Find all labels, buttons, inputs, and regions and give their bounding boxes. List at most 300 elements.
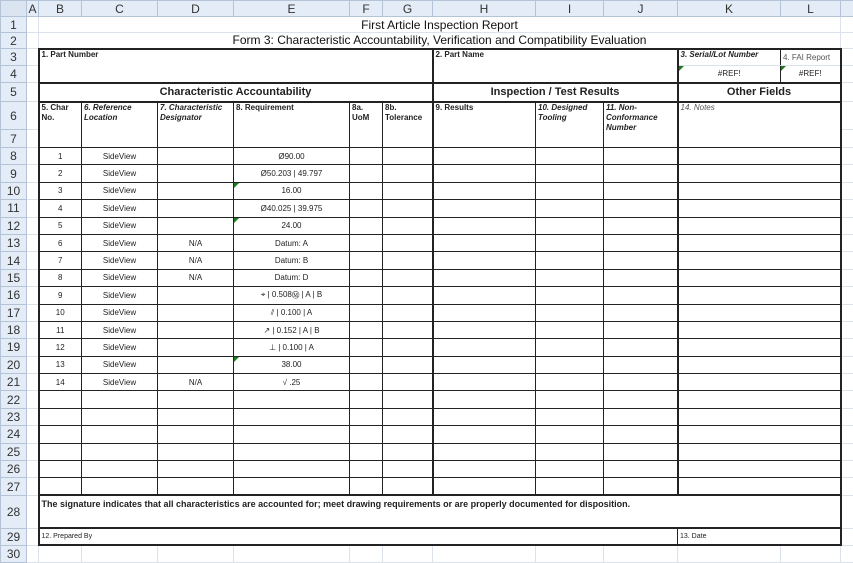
cell[interactable] xyxy=(27,356,39,373)
reference-location-cell[interactable]: SideView xyxy=(82,374,158,391)
requirement-cell[interactable]: Datum: D xyxy=(234,269,350,286)
cell[interactable] xyxy=(841,17,853,33)
cell[interactable] xyxy=(841,102,853,130)
cell[interactable] xyxy=(841,130,853,148)
requirement-cell[interactable]: Datum: A xyxy=(234,234,350,251)
char-no-cell[interactable] xyxy=(39,408,82,425)
header-characteristic-designator[interactable]: 7. Characteristic Designator xyxy=(158,102,234,148)
tolerance-cell[interactable] xyxy=(383,321,433,338)
cell[interactable] xyxy=(841,33,853,49)
cell[interactable] xyxy=(27,339,39,356)
fai-report-label[interactable]: 4. FAI Report xyxy=(781,49,841,66)
non-conformance-cell[interactable] xyxy=(604,287,678,304)
notes-cell[interactable] xyxy=(678,252,841,269)
designator-cell[interactable] xyxy=(158,148,234,165)
results-cell[interactable] xyxy=(433,148,536,165)
non-conformance-cell[interactable] xyxy=(604,461,678,478)
results-cell[interactable] xyxy=(433,408,536,425)
row-header[interactable]: 5 xyxy=(1,83,27,102)
section-inspection-results[interactable]: Inspection / Test Results xyxy=(433,83,678,102)
requirement-cell[interactable]: Ø50.203 | 49.797 xyxy=(234,165,350,182)
requirement-cell[interactable]: √ .25 xyxy=(234,374,350,391)
cell[interactable] xyxy=(433,545,536,562)
non-conformance-cell[interactable] xyxy=(604,321,678,338)
requirement-cell[interactable]: ⌖ | 0.508Ⓜ | A | B xyxy=(234,287,350,304)
results-cell[interactable] xyxy=(433,321,536,338)
designator-cell[interactable] xyxy=(158,321,234,338)
cell[interactable] xyxy=(841,545,853,562)
cell[interactable] xyxy=(841,200,853,217)
column-header[interactable]: C xyxy=(82,1,158,17)
char-no-cell[interactable] xyxy=(39,443,82,460)
row-header[interactable]: 1 xyxy=(1,17,27,33)
row-header[interactable]: 25 xyxy=(1,443,27,460)
requirement-cell[interactable]: ⊥ | 0.100 | A xyxy=(234,339,350,356)
designator-cell[interactable] xyxy=(158,165,234,182)
cell[interactable] xyxy=(841,217,853,234)
designator-cell[interactable] xyxy=(158,287,234,304)
reference-location-cell[interactable]: SideView xyxy=(82,217,158,234)
requirement-cell[interactable] xyxy=(234,426,350,443)
non-conformance-cell[interactable] xyxy=(604,304,678,321)
char-no-cell[interactable]: 4 xyxy=(39,200,82,217)
row-header[interactable]: 12 xyxy=(1,217,27,234)
cell[interactable] xyxy=(27,304,39,321)
select-all-corner[interactable] xyxy=(1,1,27,17)
tolerance-cell[interactable] xyxy=(383,391,433,408)
tolerance-cell[interactable] xyxy=(383,478,433,495)
cell[interactable] xyxy=(841,234,853,251)
designator-cell[interactable]: N/A xyxy=(158,374,234,391)
non-conformance-cell[interactable] xyxy=(604,234,678,251)
cell[interactable] xyxy=(27,408,39,425)
uom-cell[interactable] xyxy=(350,321,383,338)
uom-cell[interactable] xyxy=(350,217,383,234)
non-conformance-cell[interactable] xyxy=(604,374,678,391)
cell[interactable] xyxy=(350,545,383,562)
designator-cell[interactable] xyxy=(158,182,234,199)
column-header[interactable]: G xyxy=(383,1,433,17)
row-header[interactable]: 19 xyxy=(1,339,27,356)
char-no-cell[interactable]: 3 xyxy=(39,182,82,199)
column-header[interactable]: D xyxy=(158,1,234,17)
designed-tooling-cell[interactable] xyxy=(536,321,604,338)
cell[interactable] xyxy=(27,391,39,408)
designator-cell[interactable] xyxy=(158,408,234,425)
designed-tooling-cell[interactable] xyxy=(536,165,604,182)
cell[interactable] xyxy=(27,148,39,165)
designator-cell[interactable] xyxy=(158,217,234,234)
column-header[interactable]: B xyxy=(39,1,82,17)
report-title[interactable]: First Article Inspection Report xyxy=(39,17,841,33)
results-cell[interactable] xyxy=(433,200,536,217)
cell[interactable] xyxy=(841,356,853,373)
uom-cell[interactable] xyxy=(350,287,383,304)
column-header[interactable]: I xyxy=(536,1,604,17)
requirement-cell[interactable]: Ø40.025 | 39.975 xyxy=(234,200,350,217)
designator-cell[interactable] xyxy=(158,426,234,443)
tolerance-cell[interactable] xyxy=(383,200,433,217)
notes-cell[interactable] xyxy=(678,374,841,391)
row-header[interactable]: 30 xyxy=(1,545,27,562)
cell[interactable] xyxy=(158,545,234,562)
non-conformance-cell[interactable] xyxy=(604,356,678,373)
cell[interactable] xyxy=(841,269,853,286)
cell[interactable] xyxy=(841,66,853,83)
section-other-fields[interactable]: Other Fields xyxy=(678,83,841,102)
char-no-cell[interactable]: 12 xyxy=(39,339,82,356)
cell[interactable] xyxy=(841,49,853,66)
cell[interactable] xyxy=(27,234,39,251)
designed-tooling-cell[interactable] xyxy=(536,182,604,199)
notes-cell[interactable] xyxy=(678,461,841,478)
notes-cell[interactable] xyxy=(678,478,841,495)
tolerance-cell[interactable] xyxy=(383,234,433,251)
results-cell[interactable] xyxy=(433,269,536,286)
cell[interactable] xyxy=(841,252,853,269)
requirement-cell[interactable] xyxy=(234,408,350,425)
cell[interactable] xyxy=(27,461,39,478)
row-header[interactable]: 24 xyxy=(1,426,27,443)
notes-cell[interactable] xyxy=(678,165,841,182)
cell[interactable] xyxy=(27,200,39,217)
char-no-cell[interactable]: 9 xyxy=(39,287,82,304)
uom-cell[interactable] xyxy=(350,304,383,321)
reference-location-cell[interactable] xyxy=(82,461,158,478)
report-subtitle[interactable]: Form 3: Characteristic Accountability, Verification and Compatibility Evaluation xyxy=(39,33,841,49)
tolerance-cell[interactable] xyxy=(383,287,433,304)
cell[interactable] xyxy=(841,426,853,443)
uom-cell[interactable] xyxy=(350,200,383,217)
reference-location-cell[interactable] xyxy=(82,478,158,495)
designator-cell[interactable] xyxy=(158,461,234,478)
reference-location-cell[interactable]: SideView xyxy=(82,234,158,251)
uom-cell[interactable] xyxy=(350,356,383,373)
results-cell[interactable] xyxy=(433,443,536,460)
notes-cell[interactable] xyxy=(678,287,841,304)
notes-cell[interactable] xyxy=(678,426,841,443)
designator-cell[interactable]: N/A xyxy=(158,269,234,286)
tolerance-cell[interactable] xyxy=(383,443,433,460)
notes-cell[interactable] xyxy=(678,391,841,408)
row-header[interactable]: 16 xyxy=(1,287,27,304)
fai-report-value[interactable]: #REF! xyxy=(781,66,841,83)
results-cell[interactable] xyxy=(433,287,536,304)
cell[interactable] xyxy=(841,339,853,356)
reference-location-cell[interactable]: SideView xyxy=(82,269,158,286)
non-conformance-cell[interactable] xyxy=(604,478,678,495)
column-header[interactable]: K xyxy=(678,1,781,17)
row-header[interactable]: 13 xyxy=(1,234,27,251)
reference-location-cell[interactable]: SideView xyxy=(82,200,158,217)
date-field[interactable]: 13. Date xyxy=(678,528,841,545)
prepared-by-field[interactable]: 12. Prepared By xyxy=(39,528,678,545)
char-no-cell[interactable] xyxy=(39,461,82,478)
cell[interactable] xyxy=(678,545,781,562)
cell[interactable] xyxy=(536,545,604,562)
designator-cell[interactable] xyxy=(158,304,234,321)
tolerance-cell[interactable] xyxy=(383,304,433,321)
designed-tooling-cell[interactable] xyxy=(536,148,604,165)
cell[interactable] xyxy=(841,374,853,391)
tolerance-cell[interactable] xyxy=(383,182,433,199)
header-notes[interactable]: 14. Notes xyxy=(678,102,841,148)
results-cell[interactable] xyxy=(433,217,536,234)
requirement-cell[interactable]: ↗ | 0.152 | A | B xyxy=(234,321,350,338)
cell[interactable] xyxy=(841,443,853,460)
notes-cell[interactable] xyxy=(678,339,841,356)
cell[interactable] xyxy=(781,545,841,562)
requirement-cell[interactable] xyxy=(234,391,350,408)
designator-cell[interactable]: N/A xyxy=(158,234,234,251)
header-results[interactable]: 9. Results xyxy=(433,102,536,148)
non-conformance-cell[interactable] xyxy=(604,408,678,425)
requirement-cell[interactable]: Ø90.00 xyxy=(234,148,350,165)
row-header[interactable]: 15 xyxy=(1,269,27,286)
uom-cell[interactable] xyxy=(350,478,383,495)
cell[interactable] xyxy=(841,408,853,425)
designator-cell[interactable]: N/A xyxy=(158,252,234,269)
column-header[interactable]: L xyxy=(781,1,841,17)
cell[interactable] xyxy=(39,545,82,562)
row-header[interactable]: 17 xyxy=(1,304,27,321)
non-conformance-cell[interactable] xyxy=(604,182,678,199)
cell[interactable] xyxy=(27,528,39,545)
cell[interactable] xyxy=(841,391,853,408)
cell[interactable] xyxy=(27,252,39,269)
cell[interactable] xyxy=(27,102,39,130)
row-header[interactable]: 20 xyxy=(1,356,27,373)
uom-cell[interactable] xyxy=(350,234,383,251)
cell[interactable] xyxy=(604,545,678,562)
requirement-cell[interactable]: 24.00 xyxy=(234,217,350,234)
requirement-cell[interactable] xyxy=(234,478,350,495)
char-no-cell[interactable]: 8 xyxy=(39,269,82,286)
notes-cell[interactable] xyxy=(678,234,841,251)
char-no-cell[interactable]: 2 xyxy=(39,165,82,182)
row-header[interactable]: 2 xyxy=(1,33,27,49)
notes-cell[interactable] xyxy=(678,269,841,286)
row-header[interactable]: 9 xyxy=(1,165,27,182)
notes-cell[interactable] xyxy=(678,321,841,338)
cell[interactable] xyxy=(841,478,853,495)
designed-tooling-cell[interactable] xyxy=(536,304,604,321)
requirement-cell[interactable] xyxy=(234,461,350,478)
designed-tooling-cell[interactable] xyxy=(536,408,604,425)
char-no-cell[interactable] xyxy=(39,478,82,495)
row-header[interactable]: 8 xyxy=(1,148,27,165)
char-no-cell[interactable] xyxy=(39,426,82,443)
header-reference-location[interactable]: 6. Reference Location xyxy=(82,102,158,148)
uom-cell[interactable] xyxy=(350,461,383,478)
reference-location-cell[interactable]: SideView xyxy=(82,356,158,373)
tolerance-cell[interactable] xyxy=(383,148,433,165)
uom-cell[interactable] xyxy=(350,391,383,408)
serial-lot-label[interactable]: 3. Serial/Lot Number xyxy=(678,49,781,66)
requirement-cell[interactable]: Datum: B xyxy=(234,252,350,269)
row-header[interactable]: 4 xyxy=(1,66,27,83)
reference-location-cell[interactable]: SideView xyxy=(82,165,158,182)
char-no-cell[interactable]: 7 xyxy=(39,252,82,269)
tolerance-cell[interactable] xyxy=(383,374,433,391)
reference-location-cell[interactable]: SideView xyxy=(82,252,158,269)
char-no-cell[interactable]: 13 xyxy=(39,356,82,373)
signature-statement[interactable]: The signature indicates that all characteristics are accounted for; meet drawing requirements or are properly documented for disposition. xyxy=(39,495,841,528)
results-cell[interactable] xyxy=(433,182,536,199)
cell[interactable] xyxy=(27,182,39,199)
designed-tooling-cell[interactable] xyxy=(536,426,604,443)
cell[interactable] xyxy=(27,66,39,83)
designator-cell[interactable] xyxy=(158,200,234,217)
results-cell[interactable] xyxy=(433,252,536,269)
header-non-conformance-number[interactable]: 11. Non-Conformance Number xyxy=(604,102,678,148)
results-cell[interactable] xyxy=(433,374,536,391)
uom-cell[interactable] xyxy=(350,426,383,443)
non-conformance-cell[interactable] xyxy=(604,217,678,234)
designed-tooling-cell[interactable] xyxy=(536,443,604,460)
non-conformance-cell[interactable] xyxy=(604,252,678,269)
designator-cell[interactable] xyxy=(158,478,234,495)
uom-cell[interactable] xyxy=(350,339,383,356)
non-conformance-cell[interactable] xyxy=(604,165,678,182)
cell[interactable] xyxy=(27,269,39,286)
cell[interactable] xyxy=(27,374,39,391)
notes-cell[interactable] xyxy=(678,408,841,425)
column-header[interactable]: E xyxy=(234,1,350,17)
designed-tooling-cell[interactable] xyxy=(536,374,604,391)
serial-lot-value[interactable]: #REF! xyxy=(678,66,781,83)
designed-tooling-cell[interactable] xyxy=(536,287,604,304)
cell[interactable] xyxy=(841,528,853,545)
uom-cell[interactable] xyxy=(350,165,383,182)
designed-tooling-cell[interactable] xyxy=(536,478,604,495)
tolerance-cell[interactable] xyxy=(383,252,433,269)
tolerance-cell[interactable] xyxy=(383,461,433,478)
char-no-cell[interactable]: 1 xyxy=(39,148,82,165)
column-header[interactable]: A xyxy=(27,1,39,17)
section-characteristic-accountability[interactable]: Characteristic Accountability xyxy=(39,83,433,102)
results-cell[interactable] xyxy=(433,391,536,408)
notes-cell[interactable] xyxy=(678,217,841,234)
requirement-cell[interactable]: 16.00 xyxy=(234,182,350,199)
reference-location-cell[interactable] xyxy=(82,426,158,443)
designator-cell[interactable] xyxy=(158,339,234,356)
cell[interactable] xyxy=(841,304,853,321)
part-number-field[interactable] xyxy=(39,49,433,83)
cell[interactable] xyxy=(27,217,39,234)
header-uom[interactable]: 8a. UoM xyxy=(350,102,383,148)
part-name-field[interactable] xyxy=(433,49,678,83)
results-cell[interactable] xyxy=(433,478,536,495)
notes-cell[interactable] xyxy=(678,182,841,199)
cell[interactable] xyxy=(27,545,39,562)
notes-cell[interactable] xyxy=(678,443,841,460)
uom-cell[interactable] xyxy=(350,374,383,391)
non-conformance-cell[interactable] xyxy=(604,426,678,443)
reference-location-cell[interactable] xyxy=(82,408,158,425)
non-conformance-cell[interactable] xyxy=(604,339,678,356)
uom-cell[interactable] xyxy=(350,269,383,286)
reference-location-cell[interactable] xyxy=(82,443,158,460)
tolerance-cell[interactable] xyxy=(383,339,433,356)
char-no-cell[interactable]: 10 xyxy=(39,304,82,321)
results-cell[interactable] xyxy=(433,165,536,182)
notes-cell[interactable] xyxy=(678,356,841,373)
header-char-no[interactable]: 5. Char No. xyxy=(39,102,82,148)
cell[interactable] xyxy=(27,17,39,33)
uom-cell[interactable] xyxy=(350,148,383,165)
designed-tooling-cell[interactable] xyxy=(536,269,604,286)
requirement-cell[interactable]: ⫽ | 0.100 | A xyxy=(234,304,350,321)
non-conformance-cell[interactable] xyxy=(604,269,678,286)
row-header[interactable]: 14 xyxy=(1,252,27,269)
char-no-cell[interactable]: 6 xyxy=(39,234,82,251)
designed-tooling-cell[interactable] xyxy=(536,339,604,356)
cell[interactable] xyxy=(27,287,39,304)
column-header[interactable]: H xyxy=(433,1,536,17)
uom-cell[interactable] xyxy=(350,182,383,199)
char-no-cell[interactable]: 11 xyxy=(39,321,82,338)
cell[interactable] xyxy=(234,545,350,562)
row-header[interactable]: 22 xyxy=(1,391,27,408)
designed-tooling-cell[interactable] xyxy=(536,461,604,478)
uom-cell[interactable] xyxy=(350,252,383,269)
char-no-cell[interactable]: 14 xyxy=(39,374,82,391)
cell[interactable] xyxy=(27,83,39,102)
cell[interactable] xyxy=(841,165,853,182)
requirement-cell[interactable] xyxy=(234,443,350,460)
designator-cell[interactable] xyxy=(158,443,234,460)
designed-tooling-cell[interactable] xyxy=(536,217,604,234)
tolerance-cell[interactable] xyxy=(383,165,433,182)
uom-cell[interactable] xyxy=(350,443,383,460)
reference-location-cell[interactable]: SideView xyxy=(82,287,158,304)
results-cell[interactable] xyxy=(433,304,536,321)
reference-location-cell[interactable]: SideView xyxy=(82,339,158,356)
cell[interactable] xyxy=(841,461,853,478)
row-header[interactable]: 6 xyxy=(1,102,27,130)
tolerance-cell[interactable] xyxy=(383,356,433,373)
designed-tooling-cell[interactable] xyxy=(536,356,604,373)
cell[interactable] xyxy=(841,182,853,199)
tolerance-cell[interactable] xyxy=(383,269,433,286)
row-header[interactable]: 27 xyxy=(1,478,27,495)
requirement-cell[interactable]: 38.00 xyxy=(234,356,350,373)
uom-cell[interactable] xyxy=(350,408,383,425)
cell[interactable] xyxy=(841,287,853,304)
notes-cell[interactable] xyxy=(678,200,841,217)
cell[interactable] xyxy=(27,495,39,528)
cell[interactable] xyxy=(841,495,853,528)
cell[interactable] xyxy=(82,545,158,562)
row-header[interactable]: 3 xyxy=(1,49,27,66)
reference-location-cell[interactable]: SideView xyxy=(82,304,158,321)
cell[interactable] xyxy=(27,426,39,443)
results-cell[interactable] xyxy=(433,356,536,373)
non-conformance-cell[interactable] xyxy=(604,148,678,165)
results-cell[interactable] xyxy=(433,461,536,478)
cell[interactable] xyxy=(27,321,39,338)
column-header[interactable]: J xyxy=(604,1,678,17)
char-no-cell[interactable]: 5 xyxy=(39,217,82,234)
designed-tooling-cell[interactable] xyxy=(536,391,604,408)
designed-tooling-cell[interactable] xyxy=(536,234,604,251)
results-cell[interactable] xyxy=(433,234,536,251)
row-header[interactable]: 11 xyxy=(1,200,27,217)
char-no-cell[interactable] xyxy=(39,391,82,408)
cell[interactable] xyxy=(383,545,433,562)
row-header[interactable]: 29 xyxy=(1,528,27,545)
